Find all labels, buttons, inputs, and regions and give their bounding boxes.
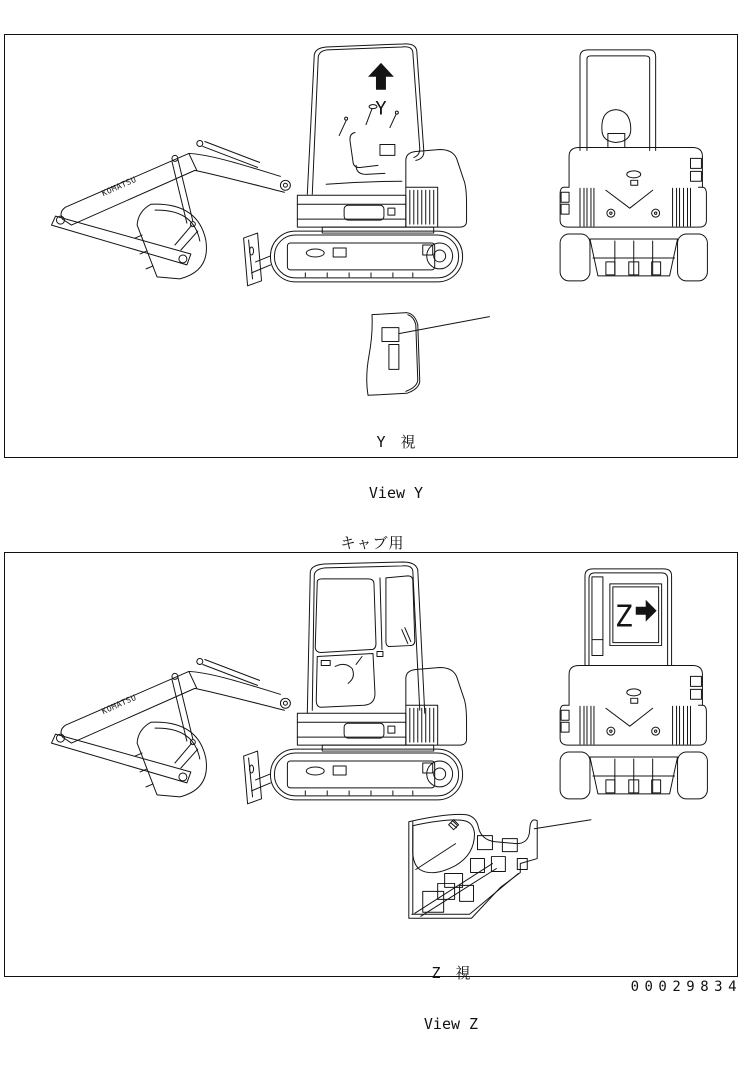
view-y-detail-drawing bbox=[367, 313, 490, 396]
view-y-label-jp: Y 視 bbox=[376, 433, 416, 451]
view-z-label-en: View Z bbox=[423, 1015, 479, 1033]
excavator-side-view-canopy bbox=[52, 44, 467, 286]
cab-drawing bbox=[5, 553, 737, 976]
cab-window-letter: Z bbox=[614, 599, 633, 635]
canopy-drawing bbox=[5, 35, 737, 457]
leader-line-y bbox=[399, 317, 490, 334]
view-y-label-en: View Y bbox=[368, 484, 424, 502]
excavator-rear-view-canopy bbox=[560, 50, 707, 281]
view-z-label-jp: Z 視 bbox=[431, 964, 471, 982]
up-arrow-icon bbox=[368, 63, 394, 90]
komatsu-logo: KOMATSU bbox=[100, 692, 138, 717]
view-z-detail-drawing bbox=[409, 814, 591, 918]
cab-title-jp: キャブ用 bbox=[340, 534, 405, 552]
leader-line-z bbox=[534, 820, 591, 829]
excavator-side-view-cab bbox=[52, 562, 467, 804]
hatch-diamond-marker bbox=[449, 820, 459, 830]
komatsu-logo: KOMATSU bbox=[100, 174, 138, 199]
excavator-rear-view-cab bbox=[560, 569, 707, 799]
view-z-label bbox=[389, 931, 513, 1067]
right-arrow-icon bbox=[636, 600, 657, 622]
canopy-arrow-letter: Y bbox=[375, 97, 387, 120]
canopy-panel bbox=[4, 34, 738, 502]
document-number: 00029834 bbox=[630, 979, 742, 995]
